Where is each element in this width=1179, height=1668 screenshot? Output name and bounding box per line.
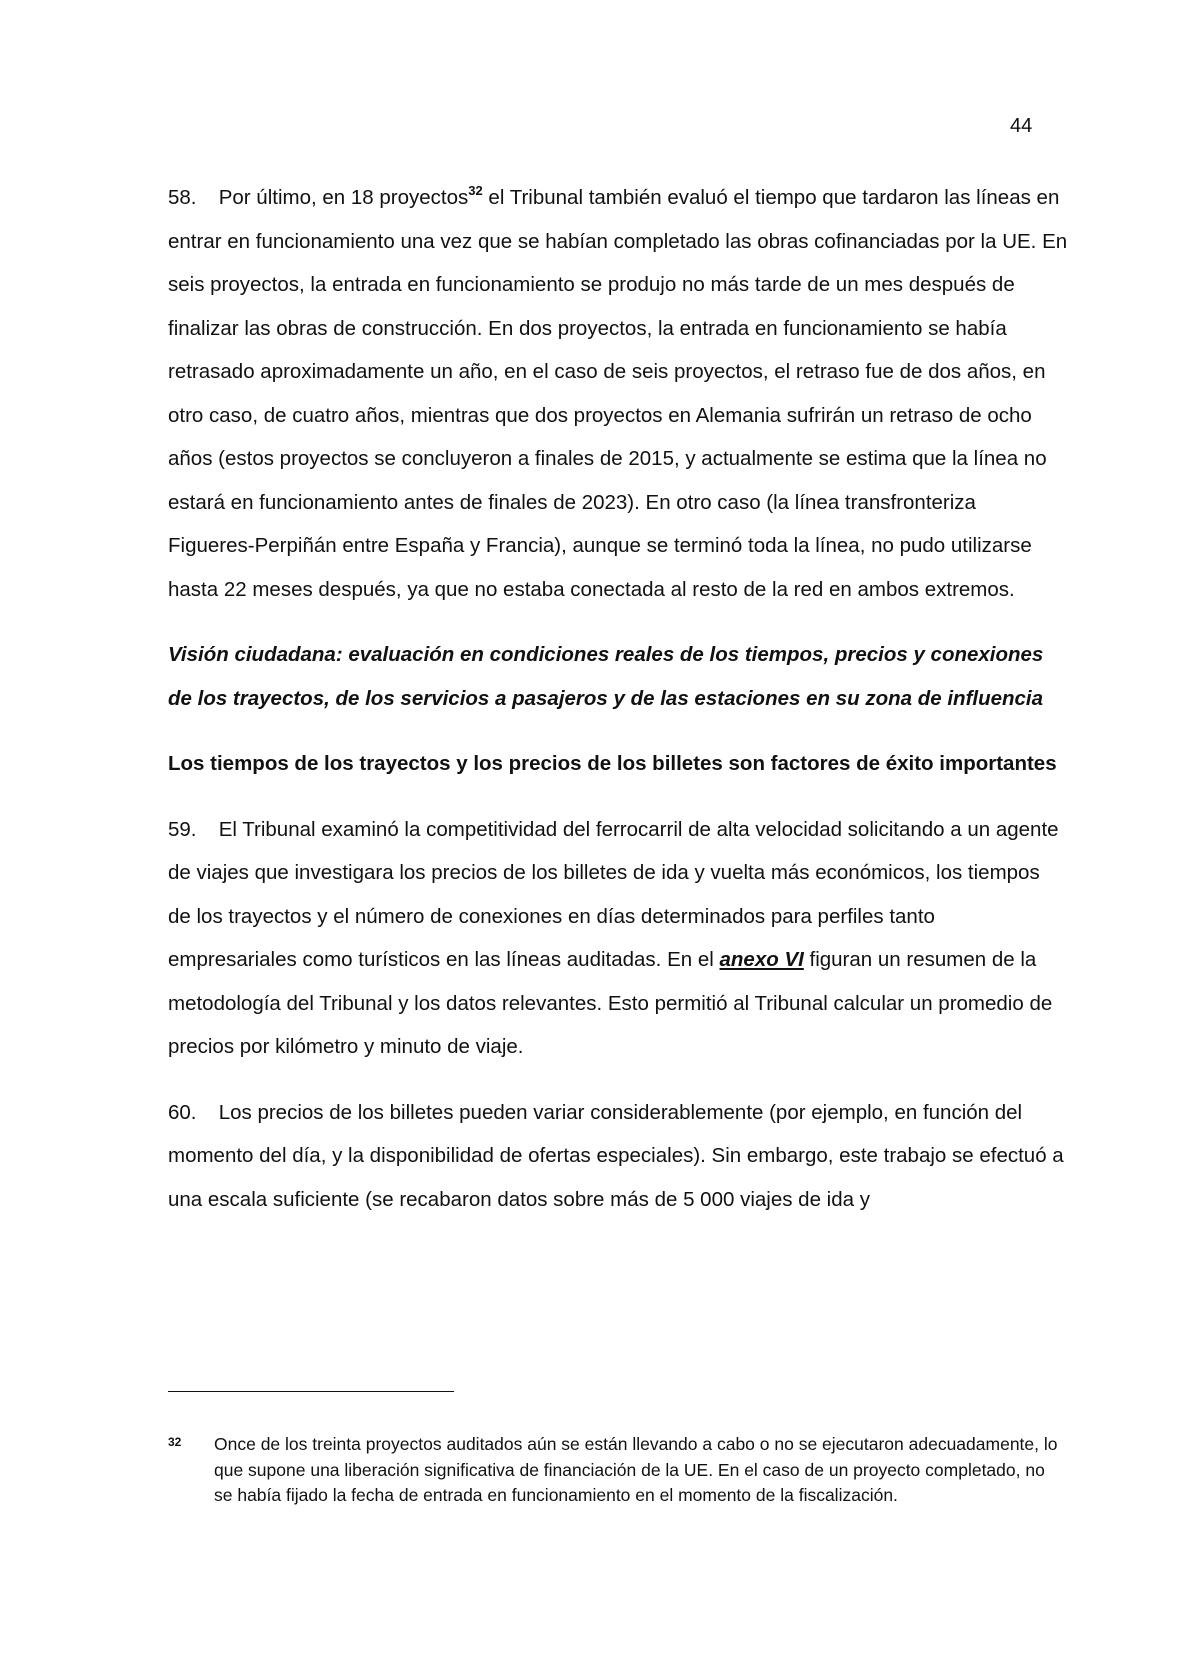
paragraph-text: El Tribunal examinó la competitividad del ferrocarril de alta velocidad solicitando a un agente de viajes que investigara los precios de los billetes de ida y vuelta más económicos, los tiempos de los trayectos y el número de conexiones en días determinados para perfiles tanto empresariales como turísticos en las líneas auditadas. En el bbox=[168, 817, 1059, 971]
page-number: 44 bbox=[1010, 115, 1033, 137]
footnote bbox=[168, 1432, 1068, 1509]
paragraph-58 bbox=[168, 176, 1068, 611]
paragraph-number: 58. bbox=[168, 186, 197, 209]
paragraph-text: Por último, en 18 proyectos bbox=[218, 186, 469, 209]
footnote-mark: 32 bbox=[168, 1435, 182, 1449]
paragraph-number: 60. bbox=[168, 1100, 197, 1124]
paragraph-text: Los precios de los billetes pueden variar considerablemente (por ejemplo, en función del momento del día, y la disponibilidad de ofertas especiales). Sin embargo, este trabajo se efectuó a una escala suficiente (se recabaron datos sobre más de 5 000 viajes de ida y bbox=[168, 1100, 1064, 1211]
main-content bbox=[168, 176, 1068, 1243]
paragraph-text: el Tribunal también evaluó el tiempo que tardaron las líneas en entrar en funcionamiento una vez que se habían completado las obras cofinanciadas por la UE. En seis proyectos, la entrada en funcionamiento se produjo no más tarde de un mes después de finalizar las obras de construcción. En dos proyectos, la entrada en funcionamiento se había retrasado aproximadamente un año, en el caso de seis proyectos, el retraso fue de dos años, en otro caso, de cuatro años, mientras que dos proyectos en Alemania sufrirán un retraso de ocho años (estos proyectos se concluyeron a finales de 2015, y actualmente se estima que la línea no estará en funcionamiento antes de finales de 2023). En otro caso (la línea transfronteriza Figueres-Perpiñán entre España y Francia), aunque se terminó toda la línea, no pudo utilizarse hasta 22 meses después, ya que no estaba conectada al resto de la red en ambos extremos. bbox=[168, 186, 1068, 601]
section-heading-bold: Los tiempos de los trayectos y los precios de los billetes son factores de éxito importantes bbox=[168, 752, 1057, 775]
paragraph-number: 59. bbox=[168, 817, 197, 841]
annex-link[interactable]: anexo VI bbox=[719, 948, 804, 971]
paragraph-text: figuran un resumen de la metodología del Tribunal y los datos relevantes. Esto permitió al Tribunal calcular un promedio de precios por kilómetro y minuto de viaje. bbox=[168, 948, 1053, 1058]
footnote-reference[interactable]: 32 bbox=[468, 183, 483, 198]
paragraph-60 bbox=[168, 1091, 1068, 1222]
section-heading-italic: Visión ciudadana: evaluación en condiciones reales de los tiempos, precios y conexiones de los trayectos, de los servicios a pasajeros y de las estaciones en su zona de influencia bbox=[168, 643, 1044, 710]
paragraph-59 bbox=[168, 808, 1068, 1069]
footnote-divider bbox=[168, 1391, 454, 1392]
footnote-text: Once de los treinta proyectos auditados aún se están llevando a cabo o no se ejecutaron adecuadamente, lo que supone una liberación significativa de financiación de la UE. En el caso de un proyecto completado, no se había fijado la fecha de entrada en funcionamiento en el momento de la fiscalización. bbox=[214, 1434, 1058, 1505]
